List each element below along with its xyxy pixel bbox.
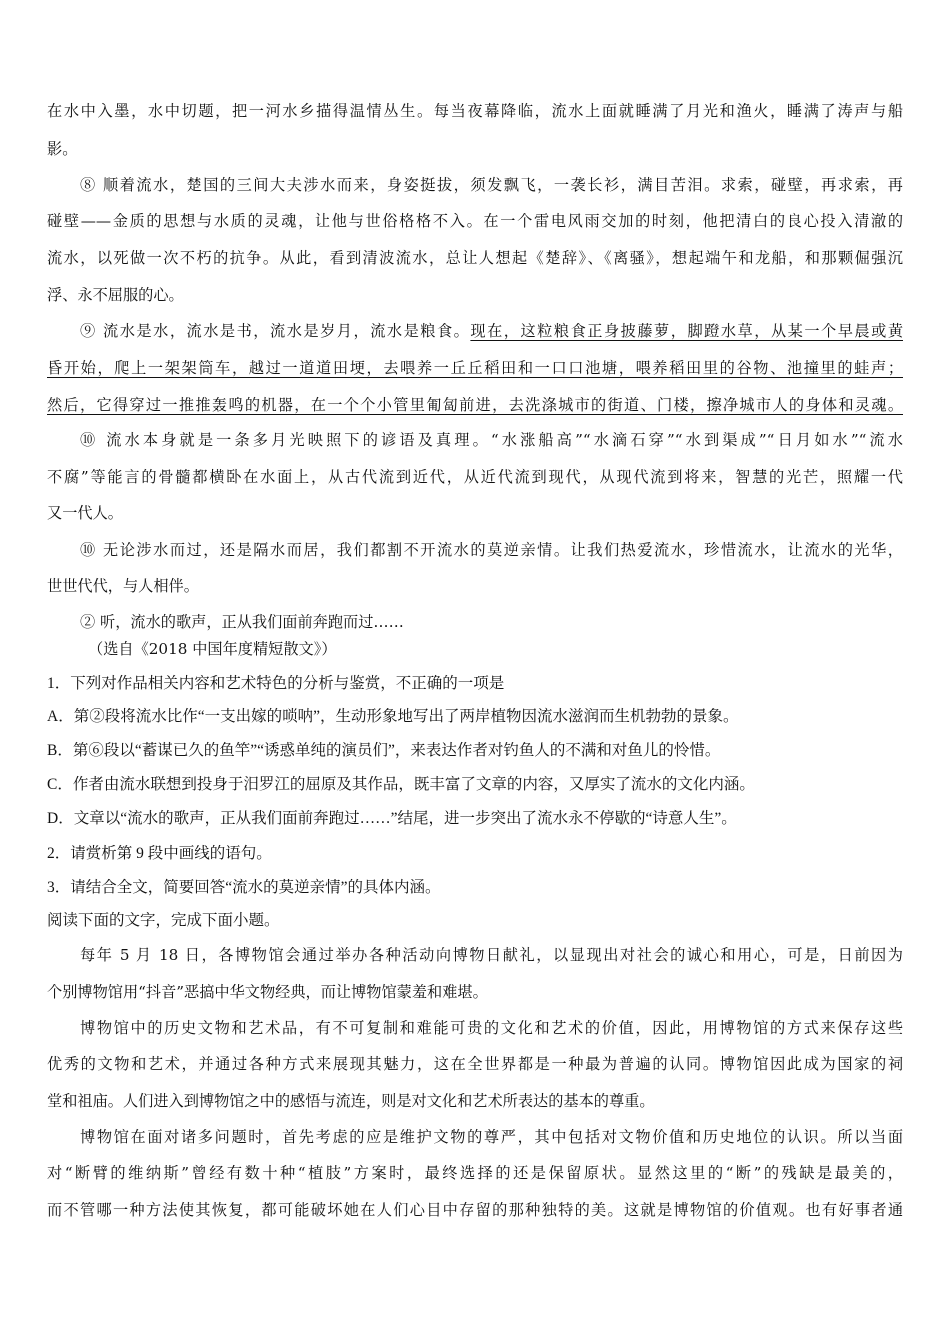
p2-para3-line-2: 对“断臂的维纳斯”曾经有数十种“植肢”方案时，最终选择的还是保留原状。显然这里的“断”的残缺是最美的， [47, 1164, 903, 1182]
p9-underlined-3: 然后，它得穿过一推推轰鸣的机器，在一个个小管里匍匐前进，去洗涤城市的街道、门楼，擦净城市人的身体和灵魂。 [47, 396, 903, 414]
p10-line-3: 又一代人。 [47, 504, 123, 522]
p9-line-1 [80, 320, 903, 342]
p2-para1-line-1: 每年 5 月 18 日，各博物馆会通过举办各种活动向博物日献礼，以显现出对社会的诚心和用心，可是，日前因为 [80, 946, 903, 964]
option-a: A．第②段将流水比作“一支出嫁的唢呐”，生动形象地写出了两岸植物因流水滋润而生机勃勃的景象。 [47, 708, 739, 725]
p2-para3-line-1: 博物馆在面对诸多问题时，首先考虑的应是维护文物的尊严，其中包括对文物价值和历史地位的认识。所以当面 [80, 1128, 903, 1146]
option-d: D．文章以“流水的歌声，正从我们面前奔跑过……”结尾，进一步突出了流水永不停歇的“诗意人生”。 [47, 810, 737, 827]
p2-para1-line-2: 个别博物馆用“抖音”恶搞中华文物经典，而让博物馆蒙羞和难堪。 [47, 983, 488, 1001]
p10-line-2: 不腐”等能言的骨髓都横卧在水面上，从古代流到近代，从近代流到现代，从现代流到将来，智慧的光芒，照耀一代 [47, 468, 903, 486]
p8-line-1: ⑧ 顺着流水，楚国的三间大夫涉水而来，身姿挺拔，须发飘飞，一袭长衫，满目苦泪。求索，碰壁，再求索，再 [80, 176, 903, 194]
question-1: 1．下列对作品相关内容和艺术特色的分析与鉴赏，不正确的一项是 [47, 675, 505, 692]
question-3: 3．请结合全文，简要回答“流水的莫逆亲情”的具体内涵。 [47, 879, 441, 896]
p10-line-1: ⑩ 流水本身就是一条多月光映照下的谚语及真理。“水涨船高”“水滴石穿”“水到渠成”“日月如水”“流水 [80, 431, 903, 449]
p9-line-1-plain: ⑨ 流水是水，流水是书，流水是岁月，流水是粮食。 [80, 322, 471, 340]
p11-line-1: ⑩ 无论涉水而过，还是隔水而居，我们都割不开流水的莫逆亲情。让我们热爱流水，珍惜流水，让流水的光华， [80, 541, 903, 559]
p8-line-4: 浮、永不屈服的心。 [47, 286, 184, 304]
p11-line-2: 世世代代，与人相伴。 [47, 577, 199, 595]
p7-line-1: 在水中入墨，水中切题，把一河水乡描得温情丛生。每当夜幕降临，流水上面就睡满了月光和渔火，睡满了涛声与船 [47, 102, 903, 120]
p8-line-3: 流水，以死做一次不朽的抗争。从此，看到清波流水，总让人想起《楚辞》、《离骚》，想起端午和龙船，和那颗倔强沉 [47, 249, 903, 267]
p9-underlined-2: 昏开始，爬上一架架筒车，越过一道道田埂，去喂养一丘丘稻田和一口口池塘，喂养稻田里的谷物、池撞里的蛙声； [47, 359, 903, 377]
passage-source: （选自《2018 中国年度精短散文》） [88, 640, 337, 658]
passage2-intro: 阅读下面的文字，完成下面小题。 [47, 912, 280, 929]
p9-underlined-1: 现在，这粒粮食正身披藤萝，脚蹬水草，从某一个早晨或黄 [470, 322, 903, 340]
p2-para2-line-1: 博物馆中的历史文物和艺术品，有不可复制和难能可贵的文化和艺术的价值，因此，用博物馆的方式来保存这些 [80, 1019, 903, 1037]
p2-para3-line-3: 而不管哪一种方法使其恢复，都可能破坏她在人们心目中存留的那种独特的美。这就是博物馆的价值观。也有好事者通 [47, 1201, 903, 1219]
p7-line-2: 影。 [47, 140, 78, 158]
p12-line: ② 听，流水的歌声，正从我们面前奔跑而过…… [80, 613, 404, 631]
option-b: B．第⑥段以“蓄谋已久的鱼竿”“诱惑单纯的演员们”，来表达作者对钓鱼人的不满和对鱼儿的怜惜。 [47, 742, 721, 759]
p8-line-2: 碰壁——金质的思想与水质的灵魂，让他与世俗格格不入。在一个雷电风雨交加的时刻，他把清白的良心投入清澈的 [47, 212, 903, 230]
question-2: 2．请赏析第 9 段中画线的语句。 [47, 845, 272, 862]
p2-para2-line-2: 优秀的文物和艺术，并通过各种方式来展现其魅力，这在全世界都是一种最为普遍的认同。博物馆因此成为国家的祠 [47, 1055, 903, 1073]
option-c: C．作者由流水联想到投身于汨罗江的屈原及其作品，既丰富了文章的内容，又厚实了流水的文化内涵。 [47, 776, 755, 793]
p2-para2-line-3: 堂和祖庙。人们进入到博物馆之中的感悟与流连，则是对文化和艺术所表达的基本的尊重。 [47, 1092, 655, 1110]
